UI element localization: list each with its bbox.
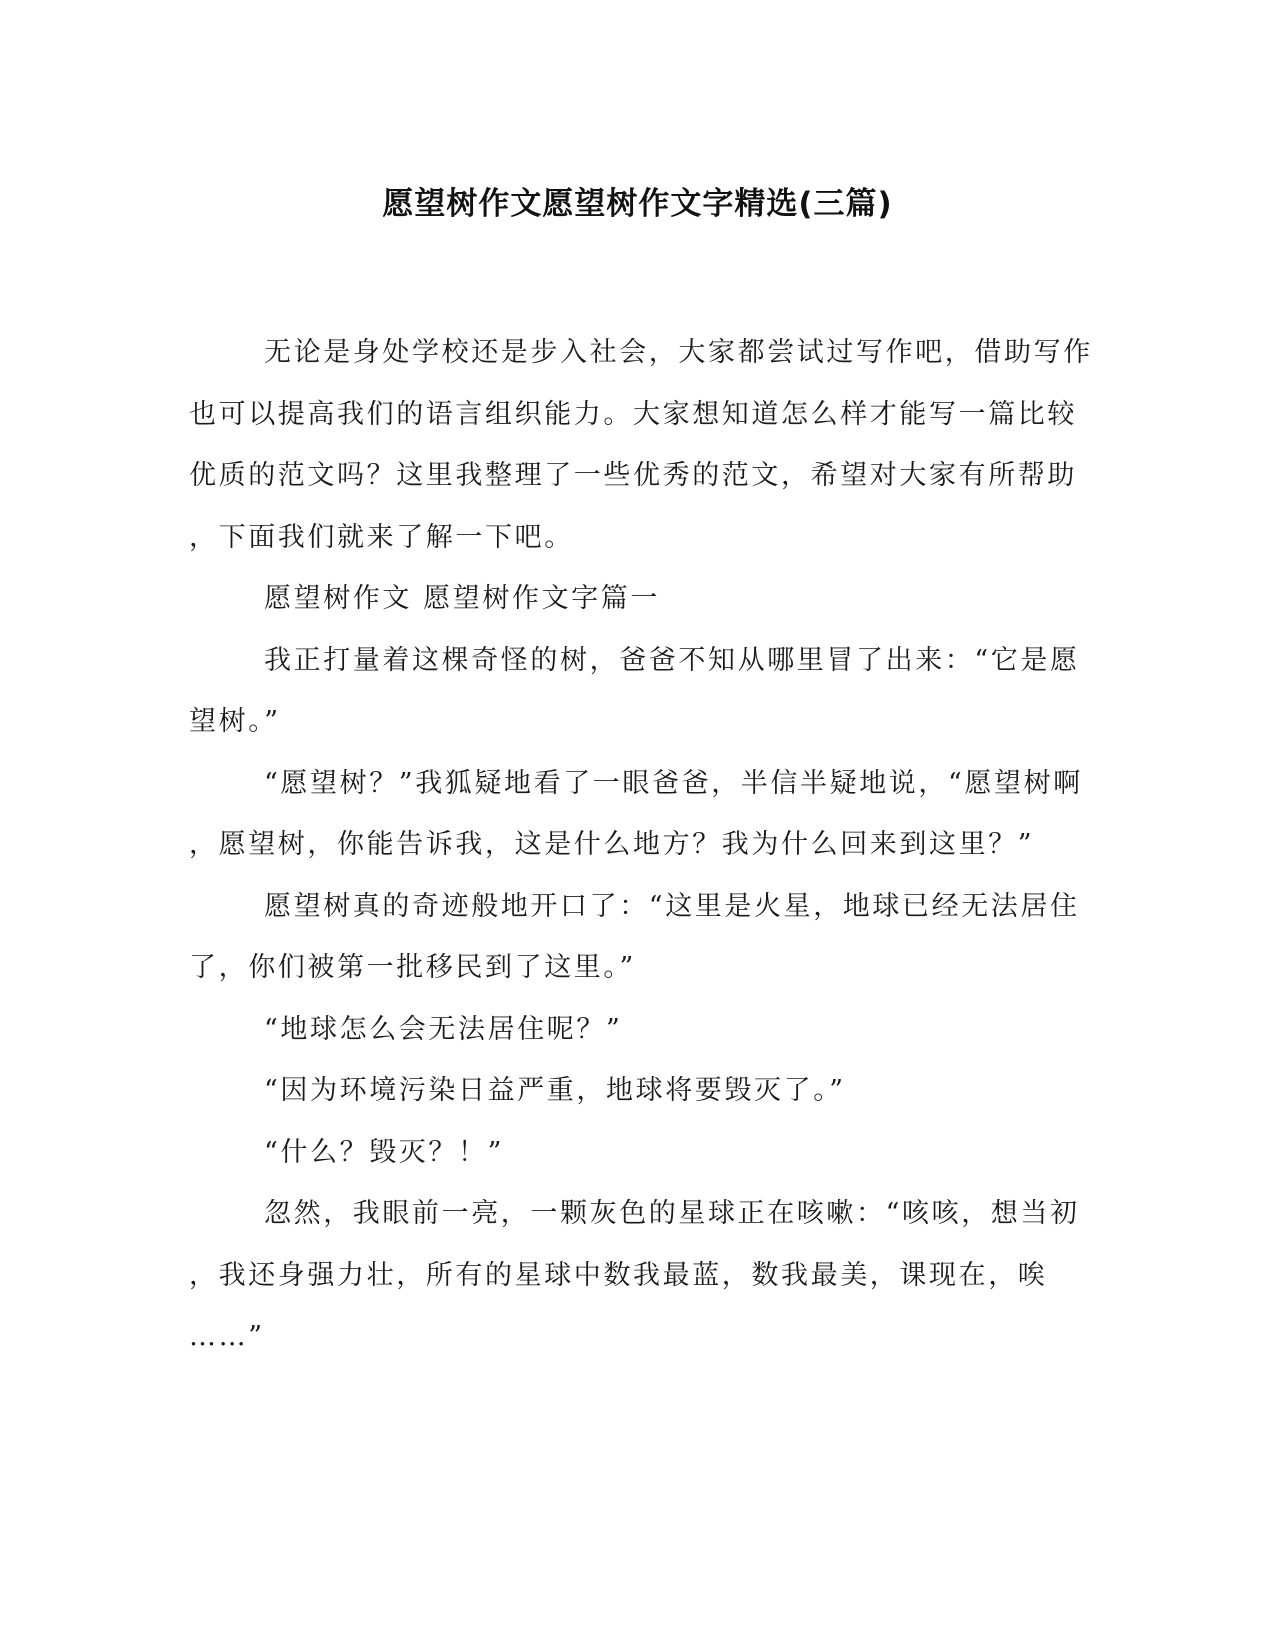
section-heading (189, 568, 1089, 630)
paragraph (189, 999, 1089, 1061)
paragraph (189, 876, 1089, 999)
text-line: “什么？毁灭？！” (264, 1136, 505, 1168)
text-line: 也可以提高我们的语言组织能力。大家想知道怎么样才能写一篇比较 (189, 398, 1077, 430)
paragraph (189, 630, 1089, 753)
document-title: 愿望树作文愿望树作文字精选(三篇) (382, 186, 893, 222)
text-line: ，愿望树，你能告诉我，这是什么地方？我为什么回来到这里？” (189, 829, 1035, 860)
text-line: 愿望树作文 愿望树作文字篇一 (264, 583, 660, 614)
text-line: “地球怎么会无法居住呢？” (264, 1013, 623, 1045)
text-line: 了，你们被第一批移民到了这里。” (189, 952, 636, 983)
paragraph (189, 753, 1089, 876)
paragraph (189, 1060, 1089, 1122)
text-line: 无论是身处学校还是步入社会，大家都尝试过写作吧，借助写作 (264, 337, 1093, 368)
text-line: 优质的范文吗？这里我整理了一些优秀的范文，希望对大家有所帮助 (189, 460, 1077, 491)
text-line: “愿望树？”我狐疑地看了一眼爸爸，半信半疑地说，“愿望树啊 (264, 767, 1083, 799)
text-line: 忽然，我眼前一亮，一颗灰色的星球正在咳嗽：“咳咳，想当初 (264, 1198, 1080, 1229)
text-line: ，下面我们就来了解一下吧。 (189, 521, 574, 553)
text-line: 我正打量着这棵奇怪的树，爸爸不知从哪里冒了出来：“它是愿 (264, 644, 1080, 676)
text-line: “因为环境污染日益严重，地球将要毁灭了。” (264, 1075, 846, 1106)
paragraph (189, 1183, 1089, 1368)
text-line: 望树。” (189, 706, 281, 737)
text-line: ，我还身强力壮，所有的星球中数我最蓝，数我最美，课现在，唉 (189, 1259, 1048, 1291)
text-line: 愿望树真的奇迹般地开口了：“这里是火星，地球已经无法居住 (264, 890, 1080, 922)
document-body (189, 322, 1093, 1368)
paragraph (189, 1122, 1089, 1184)
paragraph-intro (189, 322, 1093, 568)
text-line: ……” (189, 1321, 265, 1352)
